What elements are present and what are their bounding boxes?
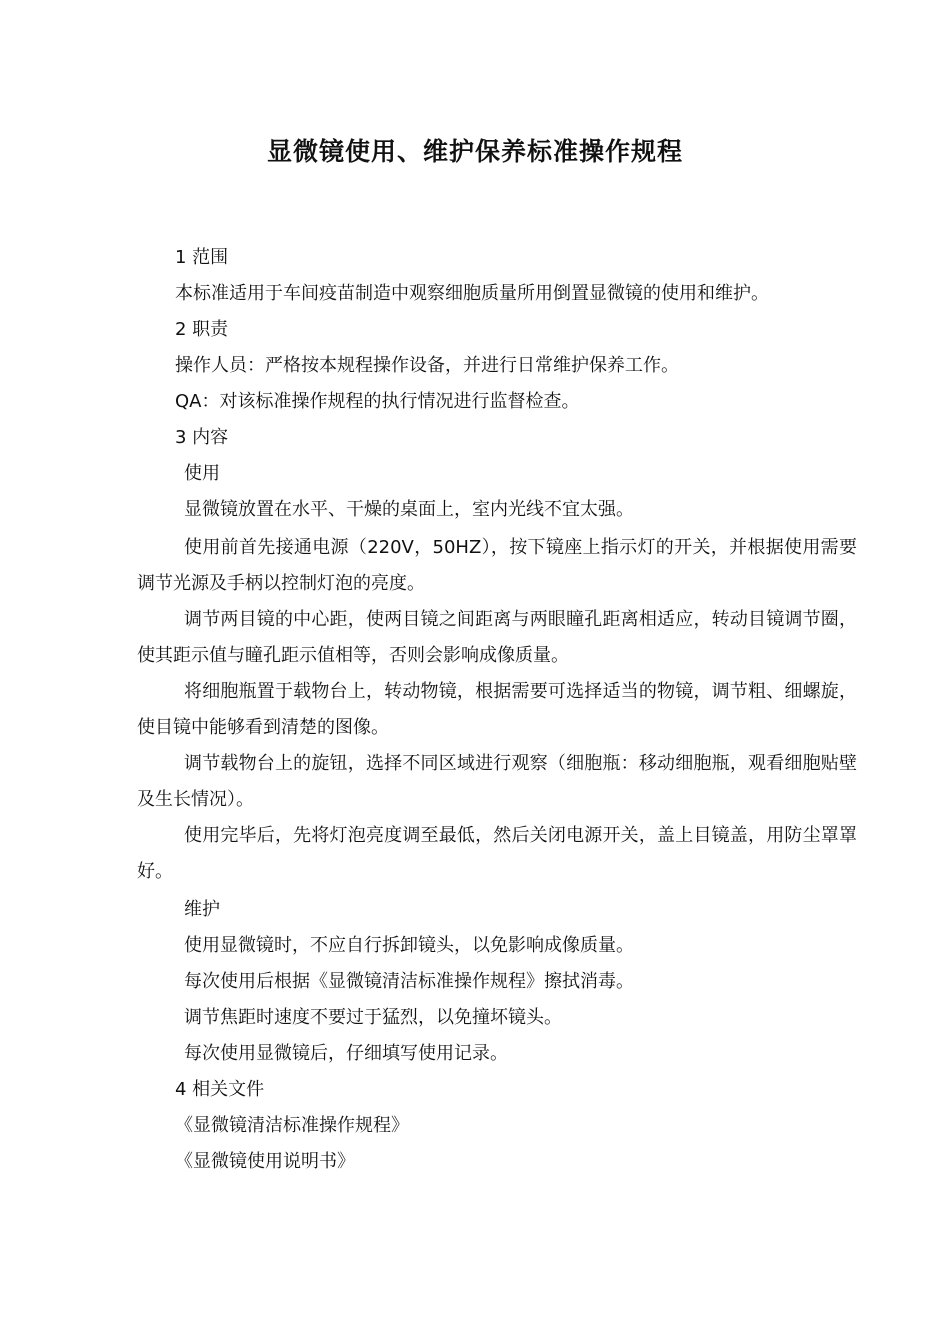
qa-duty: QA：对该标准操作规程的执行情况进行监督检查。 xyxy=(175,391,580,412)
use-paragraph-3: 调节两目镜的中心距，使两目镜之间距离与两眼瞳孔距离相适应，转动目镜调节圈，使其距示值与瞳孔距示值相等，否则会影响成像质量。 xyxy=(137,609,857,666)
maintenance-subheading: 维护 xyxy=(184,899,220,920)
related-doc-1: 《显微镜清洁标准操作规程》 xyxy=(175,1115,409,1136)
maintenance-paragraph-1: 使用显微镜时，不应自行拆卸镜头，以免影响成像质量。 xyxy=(184,935,634,956)
scope-text: 本标准适用于车间疫苗制造中观察细胞质量所用倒置显微镜的使用和维护。 xyxy=(175,283,769,304)
use-paragraph-6: 使用完毕后，先将灯泡亮度调至最低，然后关闭电源开关，盖上目镜盖，用防尘罩罩好。 xyxy=(137,825,857,882)
section-1-heading: 1 范围 xyxy=(175,247,229,268)
maintenance-paragraph-3: 调节焦距时速度不要过于猛烈，以免撞坏镜头。 xyxy=(184,1007,562,1028)
page-title: 显微镜使用、维护保养标准操作规程 xyxy=(266,137,683,166)
use-paragraph-5: 调节载物台上的旋钮，选择不同区域进行观察（细胞瓶：移动细胞瓶，观看细胞贴壁及生长情况）。 xyxy=(137,753,857,810)
use-paragraph-1: 显微镜放置在水平、干燥的桌面上，室内光线不宜太强。 xyxy=(184,499,634,520)
section-4-heading: 4 相关文件 xyxy=(175,1079,265,1100)
maintenance-paragraph-2: 每次使用后根据《显微镜清洁标准操作规程》擦拭消毒。 xyxy=(184,971,634,992)
maintenance-paragraph-4: 每次使用显微镜后，仔细填写使用记录。 xyxy=(184,1043,508,1064)
section-3-heading: 3 内容 xyxy=(175,427,229,448)
use-paragraph-2: 使用前首先接通电源（220V，50HZ），按下镜座上指示灯的开关，并根据使用需要调节光源及手柄以控制灯泡的亮度。 xyxy=(137,537,857,594)
use-paragraph-4: 将细胞瓶置于载物台上，转动物镜，根据需要可选择适当的物镜，调节粗、细螺旋，使目镜中能够看到清楚的图像。 xyxy=(137,681,857,738)
use-subheading: 使用 xyxy=(184,463,220,484)
operator-duty: 操作人员：严格按本规程操作设备，并进行日常维护保养工作。 xyxy=(175,355,679,376)
section-2-heading: 2 职责 xyxy=(175,319,229,340)
related-doc-2: 《显微镜使用说明书》 xyxy=(175,1151,355,1172)
